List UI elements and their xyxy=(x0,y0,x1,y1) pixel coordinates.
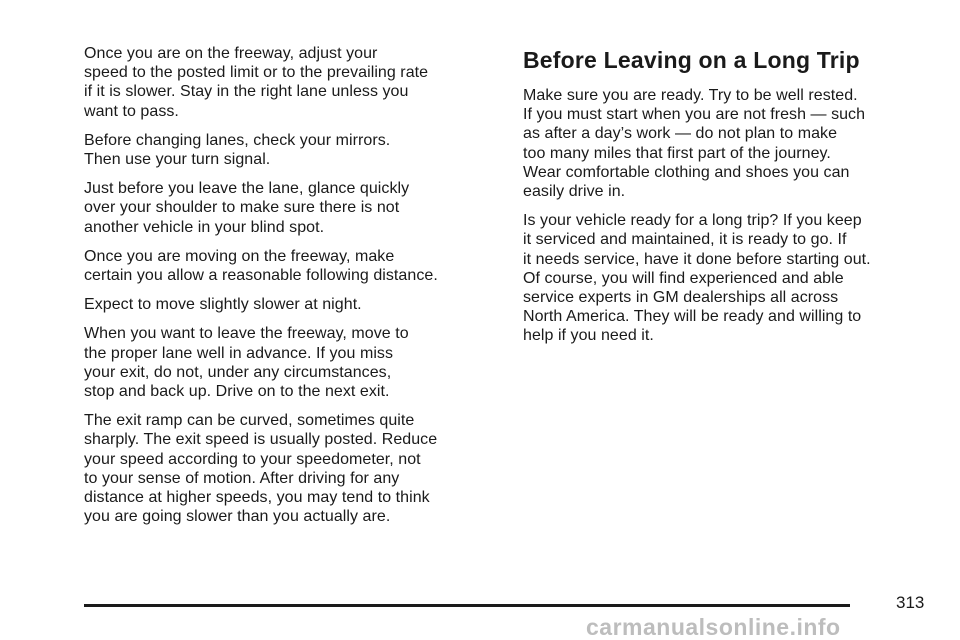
paragraph-freeway-speed: Once you are on the freeway, adjust your speed to the posted limit or to the prevailing rate if it is slower. Stay in the right lane unless you want to pass. xyxy=(84,45,429,120)
section-heading: Before Leaving on a Long Trip xyxy=(523,47,860,73)
paragraph-leaving-freeway: When you want to leave the freeway, move to the proper lane well in advance. If you miss your exit, do not, under any circumstances, stop and back up. Drive on to the next exit. xyxy=(84,325,409,401)
paragraph-blind-spot: Just before you leave the lane, glance quickly over your shoulder to make sure there is not another vehicle in your blind spot. xyxy=(84,180,410,236)
watermark: carmanualsonline.info xyxy=(586,614,841,640)
paragraph-vehicle-ready: Is your vehicle ready for a long trip? If you keep it serviced and maintained, it is ready to go. If it needs service, have it done before starting out. Of course, you will find experienced and able service experts in GM dealerships all across North America. They will be ready and willing to help if you need it. xyxy=(523,212,871,345)
paragraph-changing-lanes: Before changing lanes, check your mirrors. Then use your turn signal. xyxy=(84,131,391,169)
paragraph-night-speed: Expect to move slightly slower at night. xyxy=(84,296,362,314)
left-column xyxy=(84,44,504,536)
right-column xyxy=(523,46,943,356)
paragraph-be-ready: Make sure you are ready. Try to be well rested. If you must start when you are not fresh — such as after a day’s work — do not plan to make too many miles that first part of the journey. Wear comfortable clothing and shoes you can easily drive in. xyxy=(523,87,866,201)
paragraph-following-distance: Once you are moving on the freeway, make certain you allow a reasonable following distance. xyxy=(84,247,438,285)
paragraph-exit-ramp: The exit ramp can be curved, sometimes quite sharply. The exit speed is usually posted. Reduce your speed according to your speedometer, not to your sense of motion. After driving for any distance at higher speeds, you may tend to think you are going slower than you actually are. xyxy=(84,412,438,526)
page-number: 313 xyxy=(896,593,925,612)
footer-rule xyxy=(84,604,850,607)
